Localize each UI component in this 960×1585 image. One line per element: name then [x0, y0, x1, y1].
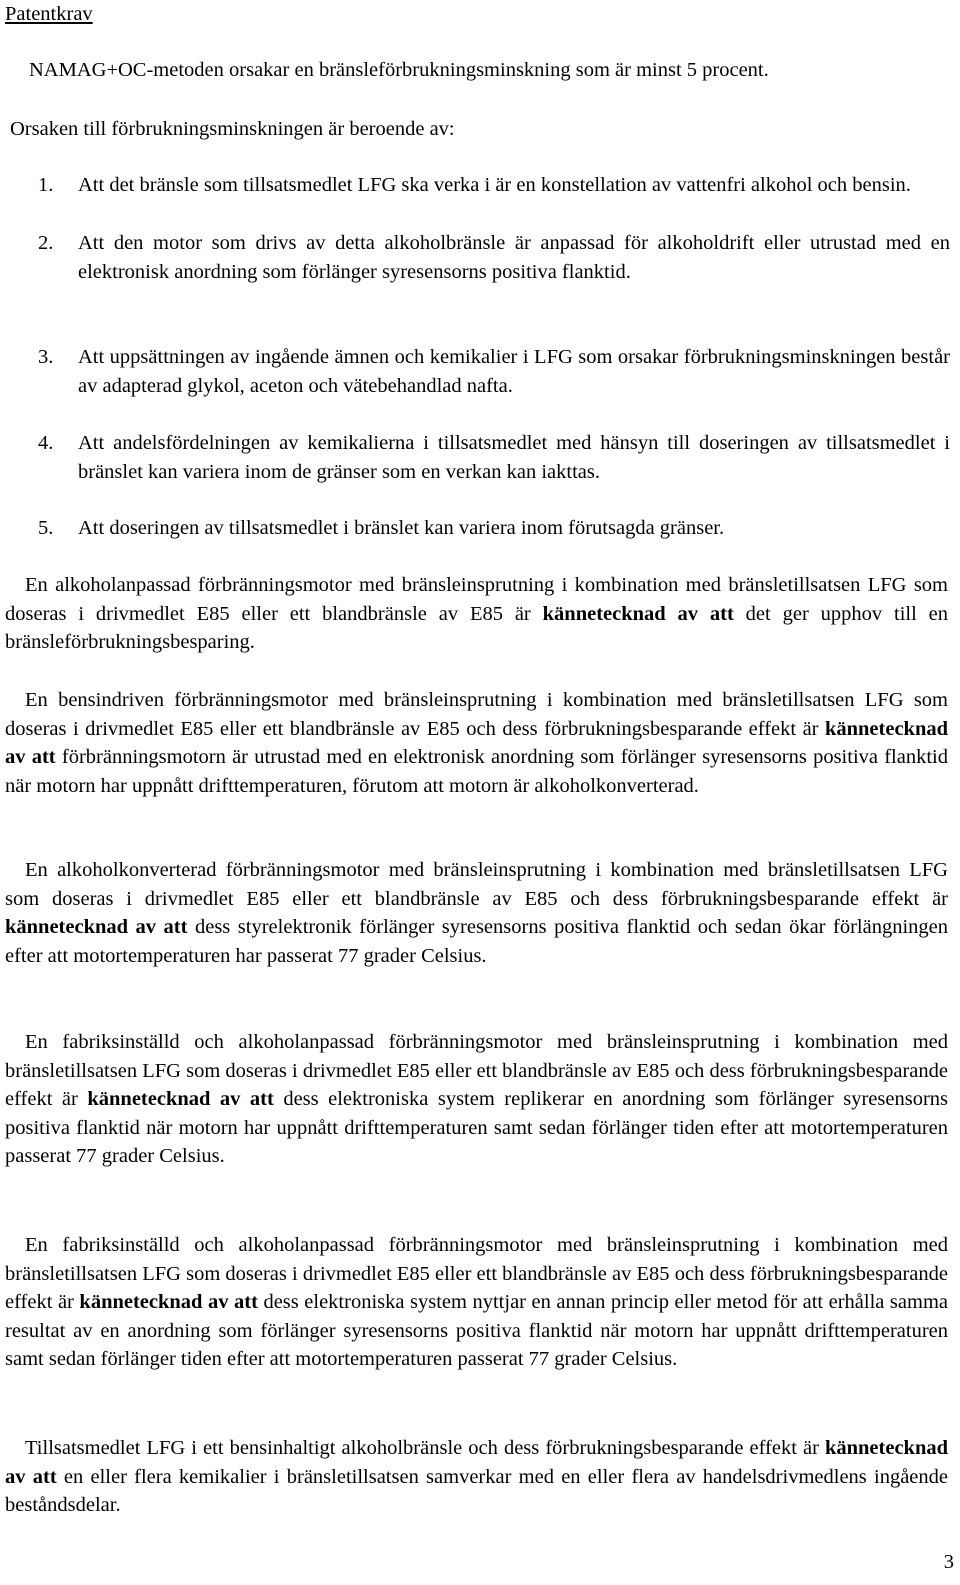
- claim-paragraph-2: [5, 686, 948, 800]
- list-item-text: Att doseringen av tillsatsmedlet i bränslet kan variera inom förutsagda gränser.: [78, 517, 725, 539]
- list-item-3: [38, 343, 950, 400]
- claim-keyword: kännetecknad av att: [87, 1088, 274, 1110]
- list-item-text: Att uppsättningen av ingående ämnen och kemikalier i LFG som orsakar förbrukningsminskningen består av adapterad glykol, aceton och vätebehandlad nafta.: [78, 346, 950, 397]
- claim-text: En alkoholanpassad förbränningsmotor med bränsleinsprutning i kombination med bränsletillsatsen LFG som doseras i drivmedlet E85 eller ett blandbränsle av E85 är: [5, 574, 948, 625]
- claim-text: Tillsatsmedlet LFG i ett bensinhaltigt alkoholbränsle och dess förbrukningsbesparande effekt är: [25, 1437, 825, 1459]
- claim-text: dess styrelektronik förlänger syresensorns positiva flanktid och sedan ökar förlängningen efter att motortemperaturen har passerat 77 grader Celsius.: [5, 916, 949, 967]
- claim-paragraph-4: [5, 1028, 948, 1171]
- list-number: 2.: [38, 232, 54, 254]
- claim-keyword: kännetecknad av att: [5, 717, 948, 768]
- claim-text: En fabriksinställd och alkoholanpassad förbränningsmotor med bränsleinsprutning i kombination med bränsletillsatsen LFG som doseras i drivmedlet E85 eller ett blandbränsle av E85 och dess förbrukningsbesparande effekt är: [5, 1234, 948, 1313]
- list-item-2: [38, 229, 950, 286]
- claim-paragraph-3: [5, 856, 948, 970]
- claim-text: En fabriksinställd och alkoholanpassad förbränningsmotor med bränsleinsprutning i kombination med bränsletillsatsen LFG som doseras i drivmedlet E85 eller ett blandbränsle av E85 och dess förbrukningsbesparande effekt är: [5, 1031, 948, 1110]
- intro-line-2: Orsaken till förbrukningsminskningen är beroende av:: [10, 118, 455, 140]
- list-item-text: Att den motor som drivs av detta alkoholbränsle är anpassad för alkoholdrift eller utrustad med en elektronisk anordning som förlänger syresensorns positiva flanktid.: [78, 232, 950, 283]
- intro-line-1: NAMAG+OC-metoden orsakar en bränsleförbrukningsminskning som är minst 5 procent.: [29, 59, 769, 81]
- list-number: 3.: [38, 346, 54, 368]
- list-number: 5.: [38, 517, 54, 539]
- claim-text: dess elektroniska system replikerar en anordning som förlänger syresensorns positiva flanktid när motorn har uppnått drifttemperaturen samt sedan förlänger tiden efter att motortemperaturen passerat 77 grader Celsius.: [5, 1088, 949, 1167]
- list-number: 1.: [38, 174, 54, 196]
- claim-paragraph-5: [5, 1231, 948, 1374]
- claim-paragraph-6: [5, 1434, 948, 1520]
- claim-keyword: kännetecknad av att: [79, 1291, 258, 1313]
- list-item-5: [38, 514, 950, 543]
- claim-keyword: kännetecknad av att: [5, 1437, 948, 1488]
- list-item-text: Att andelsfördelningen av kemikalierna i tillsatsmedlet med hänsyn till doseringen av tillsatsmedlet i bränslet kan variera inom de gränser som en verkan kan iakttas.: [78, 432, 950, 483]
- list-item-1: [38, 171, 950, 200]
- claim-keyword: kännetecknad av att: [542, 602, 734, 625]
- page-heading: Patentkrav: [5, 3, 93, 25]
- claim-text: en eller flera kemikalier i bränsletillsatsen samverkar med en eller flera av handelsdrivmedlens ingående beståndsdelar.: [5, 1465, 949, 1516]
- claim-text: En bensindriven förbränningsmotor med bränsleinsprutning i kombination med bränsletillsatsen LFG som doseras i drivmedlet E85 eller ett blandbränsle av E85 och dess förbrukningsbesparande effekt är: [5, 689, 948, 740]
- claim-text: förbränningsmotorn är utrustad med en elektronisk anordning som förlänger syresensorns positiva flanktid när motorn har uppnått drifttemperaturen, förutom att motorn är alkoholkonverterad.: [5, 746, 948, 797]
- claim-text: dess elektroniska system nyttjar en annan princip eller metod för att erhålla samma resultat av en anordning som förlänger syresensorns positiva flanktid när motorn har uppnått drifttemperaturen samt sedan förlänger tiden efter att motortemperaturen passerat 77 grader Celsius.: [5, 1291, 948, 1370]
- claim-text: det ger upphov till en bränsleförbrukningsbesparing.: [5, 602, 949, 653]
- list-item-text: Att det bränsle som tillsatsmedlet LFG ska verka i är en konstellation av vattenfri alkohol och bensin.: [78, 174, 911, 196]
- page-number: 3: [943, 1551, 954, 1573]
- list-number: 4.: [38, 432, 54, 454]
- claim-paragraph-1: [5, 571, 948, 657]
- list-item-4: [38, 429, 950, 486]
- claim-keyword: kännetecknad av att: [5, 916, 188, 938]
- claim-text: En alkoholkonverterad förbränningsmotor med bränsleinsprutning i kombination med bränsletillsatsen LFG som doseras i drivmedlet E85 eller ett blandbränsle av E85 och dess förbrukningsbesparande effekt är: [5, 859, 948, 910]
